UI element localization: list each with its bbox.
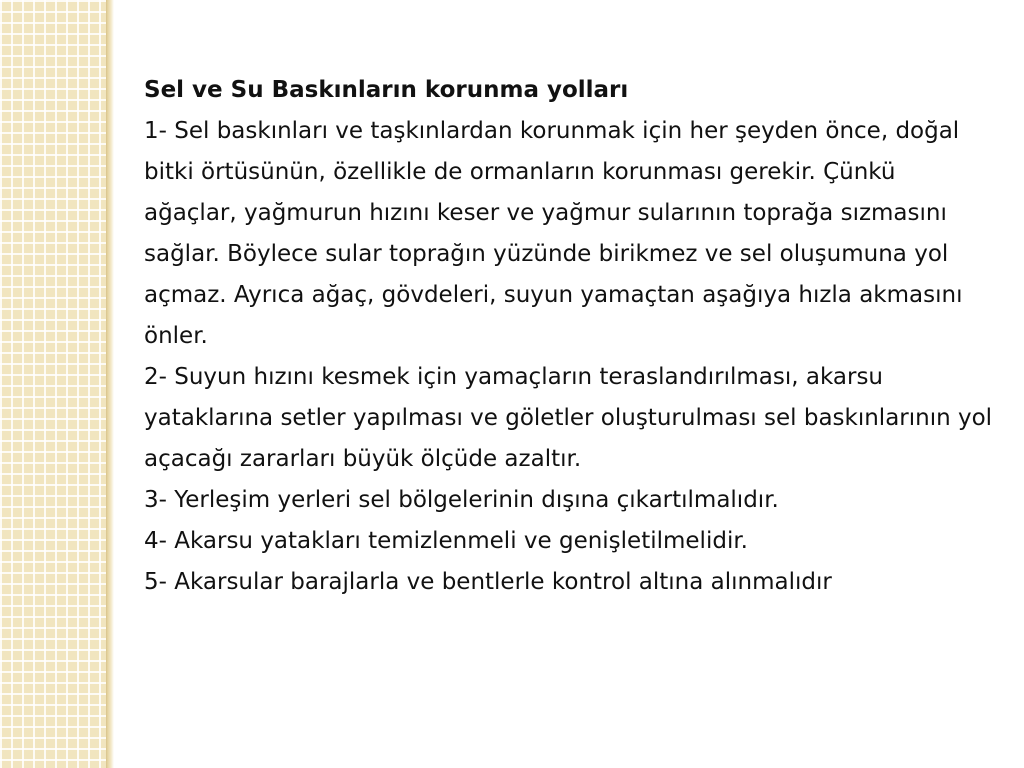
decorative-side-edge [106,0,114,768]
paragraph-5: 5- Akarsular barajlarla ve bentlerle kontrol altına alınmalıdır [144,569,832,595]
slide-content [144,70,994,603]
decorative-side-pattern [0,0,106,768]
paragraph-1: 1- Sel baskınları ve taşkınlardan korunmak için her şeyden önce, doğal bitki örtüsünün, özellikle de ormanların korunması gerekir. Çünkü ağaçlar, yağmurun hızını keser ve yağmur sularının toprağa sızmasını sağlar. Böylece sular toprağın yüzünde birikmez ve sel oluşumuna yol açmaz. Ayrıca ağaç, gövdeleri, suyun yamaçtan aşağıya hızla akmasını önler. [144,118,963,349]
paragraph-2: 2- Suyun hızını kesmek için yamaçların teraslandırılması, akarsu yataklarına setler yapılması ve göletler oluşturulması sel baskınlarının yol açacağı zararları büyük ölçüde azaltır. [144,364,993,472]
slide-title: Sel ve Su Baskınların korunma yolları [144,77,629,103]
paragraph-3: 3- Yerleşim yerleri sel bölgelerinin dışına çıkartılmalıdır. [144,487,779,513]
paragraph-4: 4- Akarsu yatakları temizlenmeli ve genişletilmelidir. [144,528,748,554]
